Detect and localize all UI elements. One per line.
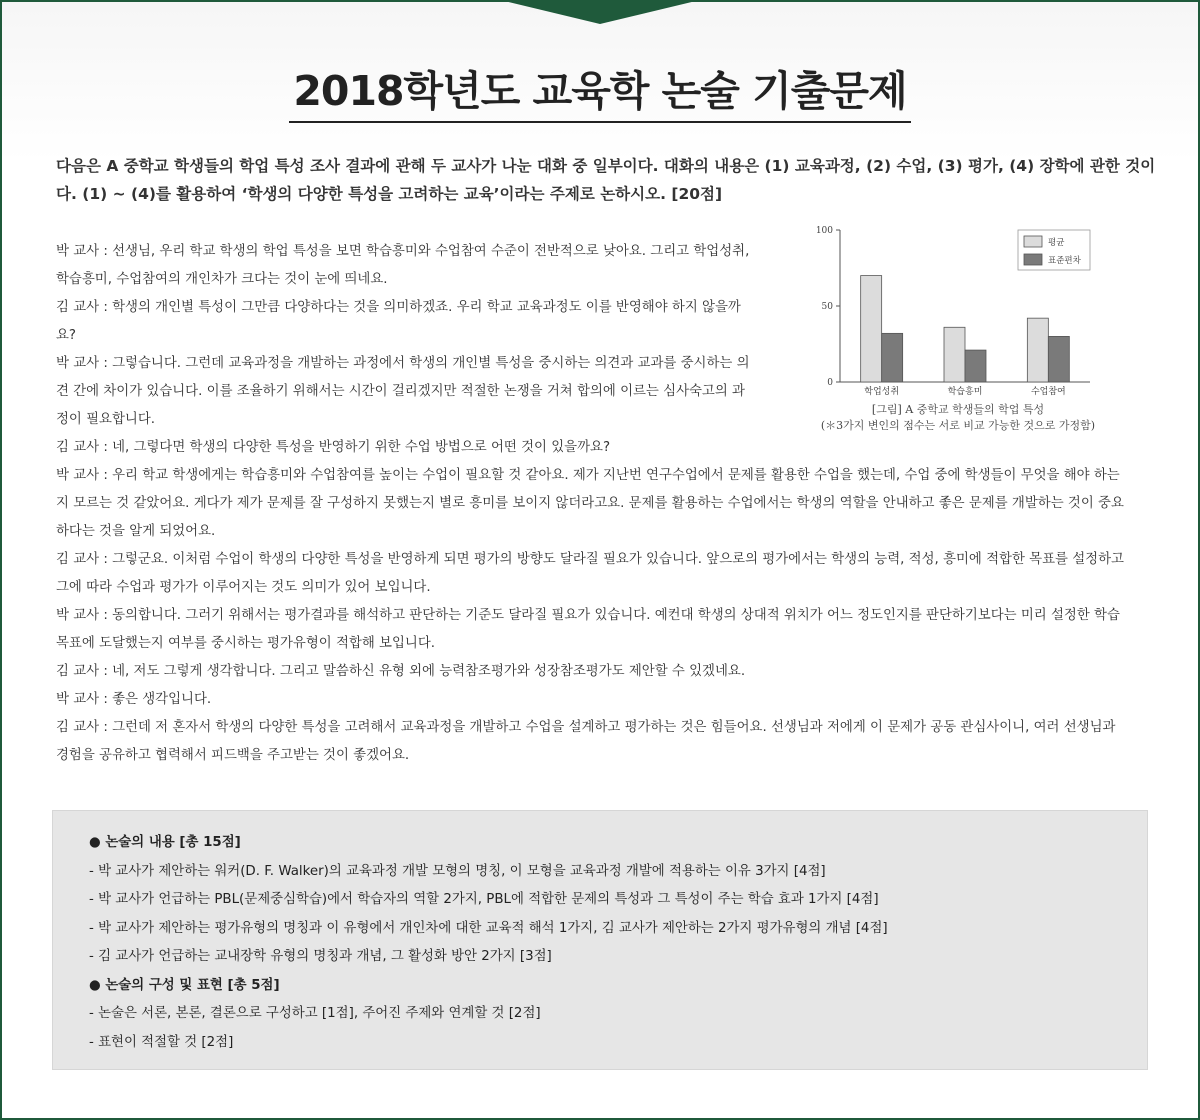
question-intro: 다음은 A 중학교 학생들의 학업 특성 조사 결과에 관해 두 교사가 나눈 대화 중 일부이다. 대화의 내용은 (1) 교육과정, (2) 수업, (3) 평가, (4) 장학에 관한 것이다. (1) ~ (4)를 활용하여 ‘학생의 다양한 특성을 고려하는 교육’이라는 주제로 논하시오. [20점] (56, 157, 1156, 203)
bar-mean (944, 327, 965, 382)
figure-caption-block (808, 402, 1108, 434)
dialogue-line: 박 교사 : 선생님, 우리 학교 학생의 학업 특성을 보면 학습흥미와 수업참여 수준이 전반적으로 낮아요. 그리고 학업성취, 학습흥미, 수업참여의 개인차가 크다는 것이 눈에 띄네요. (56, 244, 750, 287)
dialogue-line: 박 교사 : 우리 학교 학생에게는 학습흥미와 수업참여를 높이는 수업이 필요할 것 같아요. 제가 지난번 연구수업에서 문제를 활용한 수업을 했는데, 수업 중에 학생들이 무엇을 해야 하는지 모르는 것 같았어요. 게다가 제가 문제를 잘 구성하지 못했는지 별로 흥미를 보이지 않더라고요. 문제를 활용하는 수업에서는 학생의 역할을 안내하고 좋은 문제를 개발하는 것이 중요하다는 것을 알게 되었어요. (56, 468, 1124, 539)
page-title-wrap (0, 58, 1200, 123)
dialogue-line: 김 교사 : 학생의 개인별 특성이 그만큼 다양하다는 것을 의미하겠죠. 우리 학교 교육과정도 이를 반영해야 하지 않을까요? (56, 300, 741, 343)
chart-figure (808, 222, 1108, 442)
scoring-item: - 논술은 서론, 본론, 결론으로 구성하고 [1점], 주어진 주제와 연계할 것 [2점] (89, 1006, 541, 1021)
legend-swatch (1024, 254, 1042, 265)
bar-sd (1048, 336, 1069, 382)
dialogue-line: 박 교사 : 동의합니다. 그러기 위해서는 평가결과를 해석하고 판단하는 기준도 달라질 필요가 있습니다. 예컨대 학생의 상대적 위치가 어느 정도인지를 판단하기보다는 미리 설정한 학습목표에 도달했는지 여부를 중시하는 평가유형이 적합해 보입니다. (56, 608, 1120, 651)
y-tick-label: 100 (815, 226, 833, 236)
dialogue-line: 김 교사 : 네, 저도 그렇게 생각합니다. 그리고 말씀하신 유형 외에 능력참조평가와 성장참조평가도 제안할 수 있겠네요. (56, 664, 746, 679)
scoring-item: - 박 교사가 제안하는 평가유형의 명칭과 이 유형에서 개인차에 대한 교육적 해석 1가지, 김 교사가 제안하는 2가지 평가유형의 개념 [4점] (89, 920, 888, 936)
x-tick-label: 학습흥미 (947, 387, 983, 397)
dialogue-line: 박 교사 : 그렇습니다. 그런데 교육과정을 개발하는 과정에서 학생의 개인별 특성을 중시하는 의견과 교과를 중시하는 의견 간에 차이가 있습니다. 이를 조율하기 위해서는 시간이 걸리겠지만 적절한 논쟁을 거쳐 합의에 이르는 심사숙고의 과정이 필요합니다. (56, 356, 750, 427)
dialogue-line: 박 교사 : 좋은 생각입니다. (56, 692, 212, 707)
dialogue-line: 김 교사 : 네, 그렇다면 학생의 다양한 특성을 반영하기 위한 수업 방법으로 어떤 것이 있을까요? (56, 440, 611, 455)
scoring-content (89, 829, 1129, 1057)
scoring-item: - 박 교사가 제안하는 워커(D. F. Walker)의 교육과정 개발 모형의 명칭, 이 모형을 교육과정 개발에 적용하는 이유 3가지 [4점] (89, 863, 826, 879)
x-tick-label: 학업성취 (864, 387, 900, 397)
section-title-structure: ● 논술의 구성 및 표현 [총 5점] (89, 977, 280, 993)
bar-mean (861, 276, 882, 382)
section-title-content: ● 논술의 내용 [총 15점] (89, 835, 241, 850)
x-tick-label: 수업참여 (1030, 387, 1066, 397)
y-tick-label: 50 (821, 302, 833, 312)
scoring-item: - 박 교사가 언급하는 PBL(문제중심학습)에서 학습자의 역할 2가지, PBL에 적합한 문제의 특성과 그 특성이 주는 학습 효과 1가지 [4점] (89, 892, 879, 907)
figure-note: (＊3가지 변인의 점수는 서로 비교 가능한 것으로 가정함) (820, 419, 1096, 432)
scoring-box (52, 810, 1148, 1070)
scoring-item: - 김 교사가 언급하는 교내장학 유형의 명칭과 개념, 그 활성화 방안 2가지 [3점] (89, 949, 552, 964)
dialogue-line: 김 교사 : 그렇군요. 이처럼 수업이 학생의 다양한 특성을 반영하게 되면 평가의 방향도 달라질 필요가 있습니다. 앞으로의 평가에서는 학생의 능력, 적성, 흥미에 적합한 목표를 설정하고 그에 따라 수업과 평가가 이루어지는 것도 의미가 있어 보입니다. (56, 552, 1124, 595)
legend-swatch (1024, 236, 1042, 247)
scoring-item: - 표현이 적절할 것 [2점] (89, 1034, 234, 1050)
dialogue-line: 김 교사 : 그런데 저 혼자서 학생의 다양한 특성을 고려해서 교육과정을 개발하고 수업을 설계하고 평가하는 것은 힘들어요. 선생님과 저에게 이 문제가 공동 관심사이니, 여러 선생님과 경험을 공유하고 협력해서 피드백을 주고받는 것이 좋겠어요. (56, 720, 1116, 763)
page-title: 2018학년도 교육학 논술 기출문제 (289, 58, 910, 123)
bar-mean (1027, 318, 1048, 382)
y-tick-label: 0 (827, 378, 833, 388)
legend-label: 평균 (1048, 238, 1065, 248)
figure-caption: [그림] A 중학교 학생들의 학업 특성 (871, 403, 1045, 416)
bar-chart (808, 222, 1108, 402)
bar-sd (882, 333, 903, 382)
bar-sd (965, 350, 986, 382)
legend-label: 표준편차 (1048, 256, 1081, 266)
